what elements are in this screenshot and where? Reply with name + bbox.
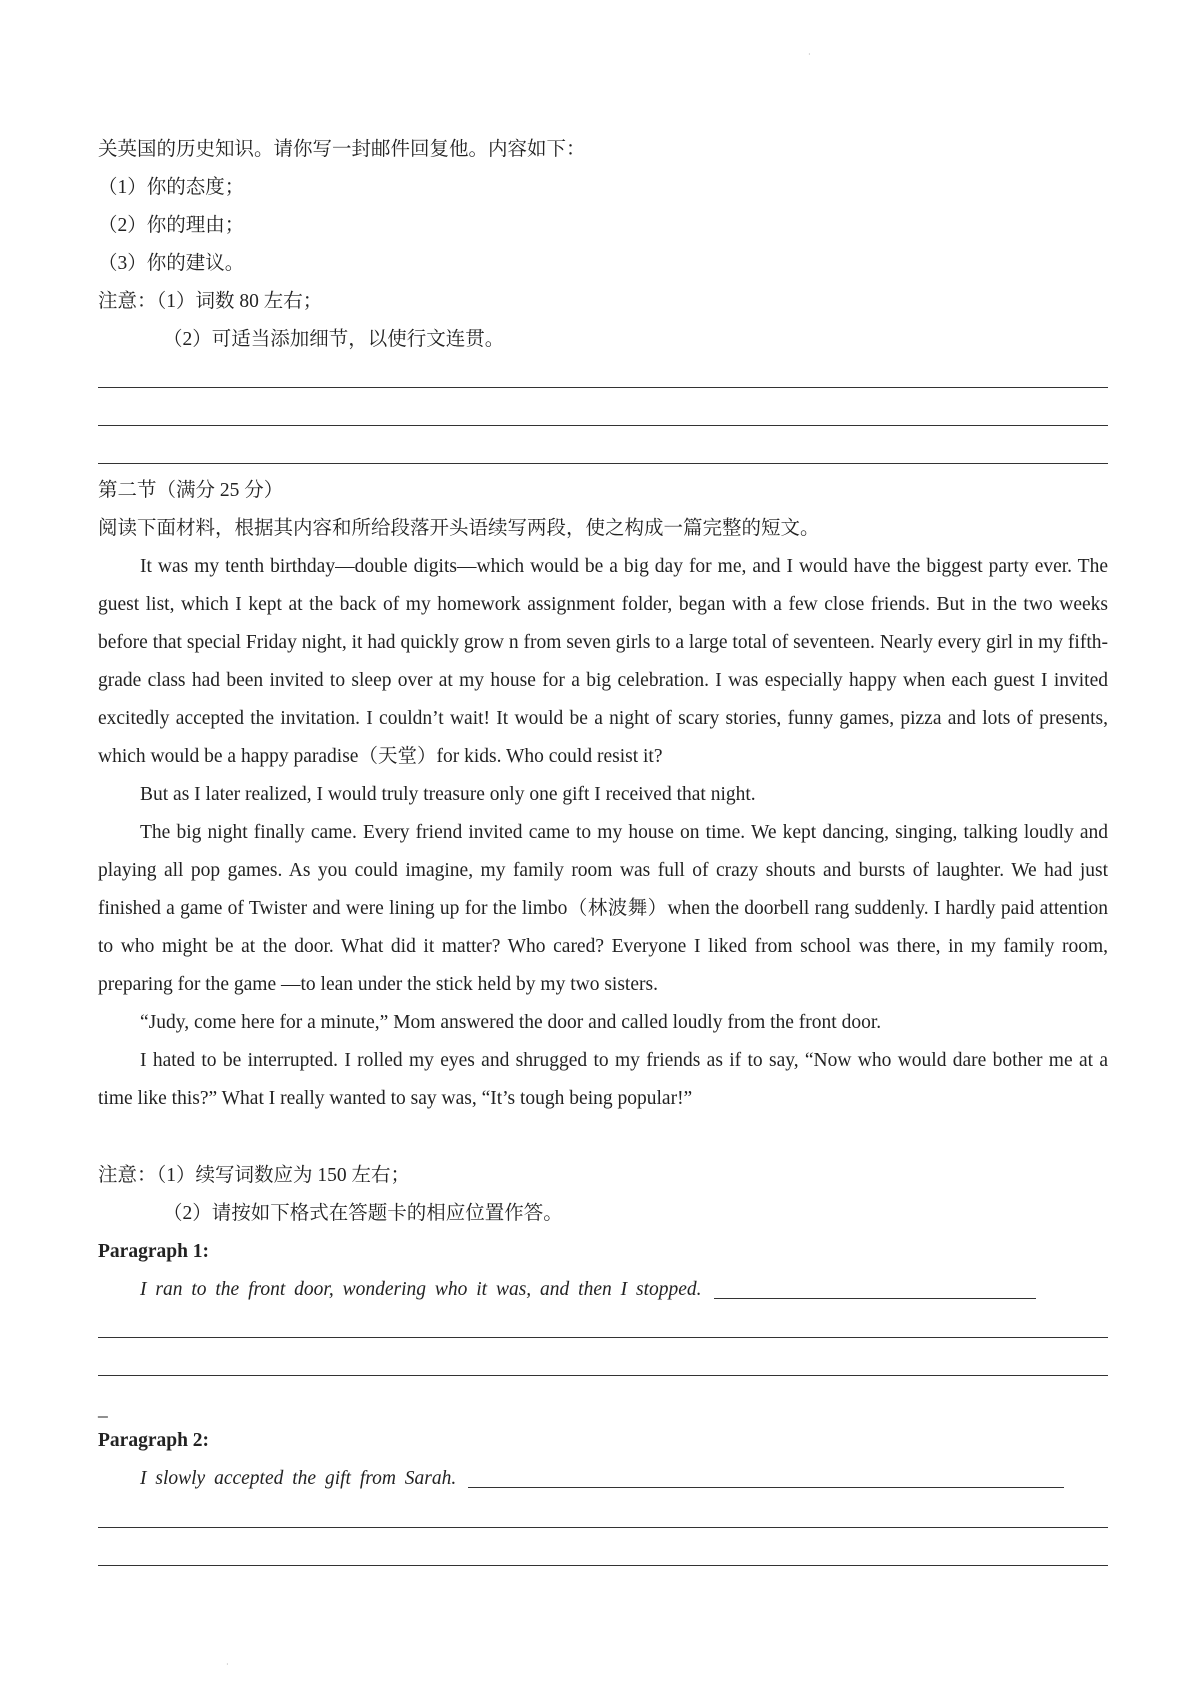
paragraph-2-label: Paragraph 2: bbox=[98, 1430, 210, 1451]
paragraph-1-opening: I ran to the front door, wondering who it was, and then I stopped. bbox=[140, 1279, 702, 1300]
paragraph-2-start-line bbox=[140, 1465, 1064, 1493]
stray-mark: _ bbox=[98, 1399, 108, 1420]
passage-paragraph: The big night finally came. Every friend invited came to my house on time. We kept dancing, singing, talking loudly and playing all pop games. As you could imagine, my family room was full of crazy shouts and bursts of laughter. We had just finished a game of Twister and were lining up for the limbo（林波舞）when the doorbell rang suddenly. I hardly paid attention to who might be at the door. What did it matter? Who cared? Everyone I liked from school was there, in my family room, preparing for the game —to lean under the stick held by my two sisters. bbox=[98, 822, 1108, 995]
reading-passage bbox=[98, 548, 1108, 1118]
answer-line bbox=[714, 1298, 1036, 1299]
format-note: （2）请按如下格式在答题卡的相应位置作答。 bbox=[163, 1203, 563, 1224]
continuation-word-note: 注意：（1）续写词数应为 150 左右； bbox=[98, 1165, 411, 1186]
answer-line bbox=[98, 1527, 1108, 1528]
requirement-item-2: （2）你的理由； bbox=[98, 215, 245, 236]
passage-paragraph: “Judy, come here for a minute,” Mom answered the door and called loudly from the front door. bbox=[140, 1012, 882, 1033]
paragraph-2-opening: I slowly accepted the gift from Sarah. bbox=[140, 1468, 457, 1489]
answer-line bbox=[468, 1487, 1064, 1488]
word-count-note: 注意：（1）词数 80 左右； bbox=[98, 291, 323, 312]
intro-line: 关英国的历史知识。请你写一封邮件回复他。内容如下： bbox=[98, 139, 586, 160]
scan-speck: · bbox=[226, 1660, 229, 1669]
section-instruction: 阅读下面材料，根据其内容和所给段落开头语续写两段，使之构成一篇完整的短文。 bbox=[98, 518, 820, 539]
answer-line bbox=[98, 425, 1108, 426]
passage-paragraph: I hated to be interrupted. I rolled my eyes and shrugged to my friends as if to say, “Now who would dare bother me at a time like this?” What I really wanted to say was, “It’s tough being popular!” bbox=[98, 1050, 1108, 1109]
answer-line bbox=[98, 1565, 1108, 1566]
answer-line bbox=[98, 387, 1108, 388]
paragraph-1-start-line bbox=[140, 1276, 1036, 1304]
answer-line bbox=[98, 1375, 1108, 1376]
answer-line bbox=[98, 1337, 1108, 1338]
paragraph-1-label: Paragraph 1: bbox=[98, 1241, 210, 1262]
scan-speck: · bbox=[808, 50, 811, 59]
detail-note: （2）可适当添加细节，以使行文连贯。 bbox=[163, 329, 505, 350]
passage-paragraph: It was my tenth birthday—double digits—which would be a big day for me, and I would have the biggest party ever. The guest list, which I kept at the back of my homework assignment folder, began with a few close friends. But in the two weeks before that special Friday night, it had quickly grow n from seven girls to a large total of seventeen. Nearly every girl in my fifth-grade class had been invited to sleep over at my house for a big celebration. I was especially happy when each guest I invited excitedly accepted the invitation. I couldn’t wait! It would be a night of scary stories, funny games, pizza and lots of presents, which would be a happy paradise（天堂）for kids. Who could resist it? bbox=[98, 556, 1108, 767]
requirement-item-3: （3）你的建议。 bbox=[98, 253, 245, 274]
answer-line bbox=[98, 463, 1108, 464]
passage-paragraph: But as I later realized, I would truly treasure only one gift I received that night. bbox=[140, 784, 756, 805]
section-heading: 第二节（满分 25 分） bbox=[98, 480, 284, 501]
exam-page bbox=[98, 0, 1108, 1698]
requirement-item-1: （1）你的态度； bbox=[98, 177, 245, 198]
